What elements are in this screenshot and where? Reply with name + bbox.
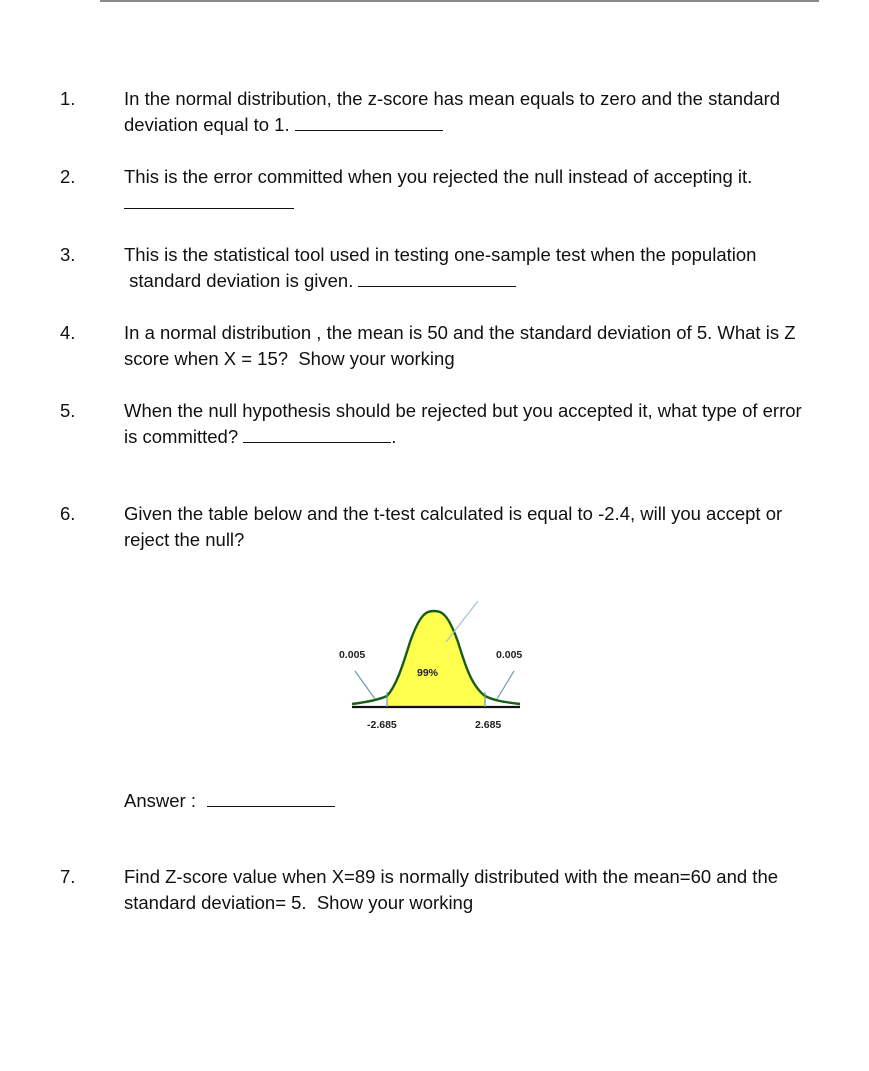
question-number: 6.: [60, 503, 76, 524]
answer-blank[interactable]: [243, 424, 391, 443]
question-line: Find Z-score value when X=89 is normally distributed with the mean=60 and the: [124, 866, 779, 887]
normal-distribution-figure: [330, 596, 540, 746]
answer-blank[interactable]: [295, 112, 443, 131]
question-line: Given the table below and the t-test calculated is equal to -2.4, will you accept or: [124, 503, 783, 524]
right-tail-pointer: [497, 671, 514, 699]
question-number: 5.: [60, 400, 76, 421]
question-line: When the null hypothesis should be rejected but you accepted it, what type of error: [124, 400, 802, 421]
question-line: [124, 190, 859, 216]
top-rule: [100, 0, 819, 2]
question-number: 7.: [60, 866, 76, 887]
left-tail-label: 0.005: [339, 649, 366, 661]
left-tail-pointer: [355, 671, 375, 699]
question-number: 3.: [60, 244, 76, 265]
answer-row: [124, 788, 335, 814]
answer-blank[interactable]: [124, 190, 294, 209]
question-text: [124, 164, 859, 216]
question-text: [124, 320, 859, 372]
question-number: 2.: [60, 166, 76, 187]
answer-blank[interactable]: [358, 268, 516, 287]
answer-label: Answer :: [124, 790, 196, 811]
question-line-text: standard deviation is given.: [124, 270, 354, 291]
question-line: standard deviation= 5. Show your working: [124, 892, 474, 913]
normal-curve-svg: [330, 596, 540, 746]
question-line-text: is committed?: [124, 426, 239, 447]
question-line: [124, 268, 859, 294]
question-number: 4.: [60, 322, 76, 343]
question-text: [124, 864, 859, 916]
left-critical-label: -2.685: [367, 719, 397, 731]
center-shaded-region: [387, 611, 485, 706]
question-line: [124, 112, 859, 138]
question-line: In the normal distribution, the z-score has mean equals to zero and the standard: [124, 88, 781, 109]
question-line: This is the error committed when you rejected the null instead of accepting it.: [124, 166, 753, 187]
right-tail-label: 0.005: [496, 649, 523, 661]
question-line-suffix: .: [391, 426, 397, 447]
question-text: [124, 398, 859, 450]
question-text: [124, 86, 859, 138]
question-line: In a normal distribution , the mean is 50 and the standard deviation of 5. What is Z: [124, 322, 796, 343]
center-area-label: 99%: [417, 667, 439, 679]
question-line: This is the statistical tool used in testing one-sample test when the population: [124, 244, 757, 265]
question-line-text: deviation equal to 1.: [124, 114, 290, 135]
right-critical-label: 2.685: [475, 719, 502, 731]
center-pointer: [446, 601, 478, 642]
answer-blank[interactable]: [207, 788, 335, 807]
question-line: [124, 424, 859, 450]
question-line: reject the null?: [124, 529, 245, 550]
question-text: [124, 501, 859, 553]
question-number: 1.: [60, 88, 76, 109]
question-text: [124, 242, 859, 294]
question-line: score when X = 15? Show your working: [124, 348, 455, 369]
